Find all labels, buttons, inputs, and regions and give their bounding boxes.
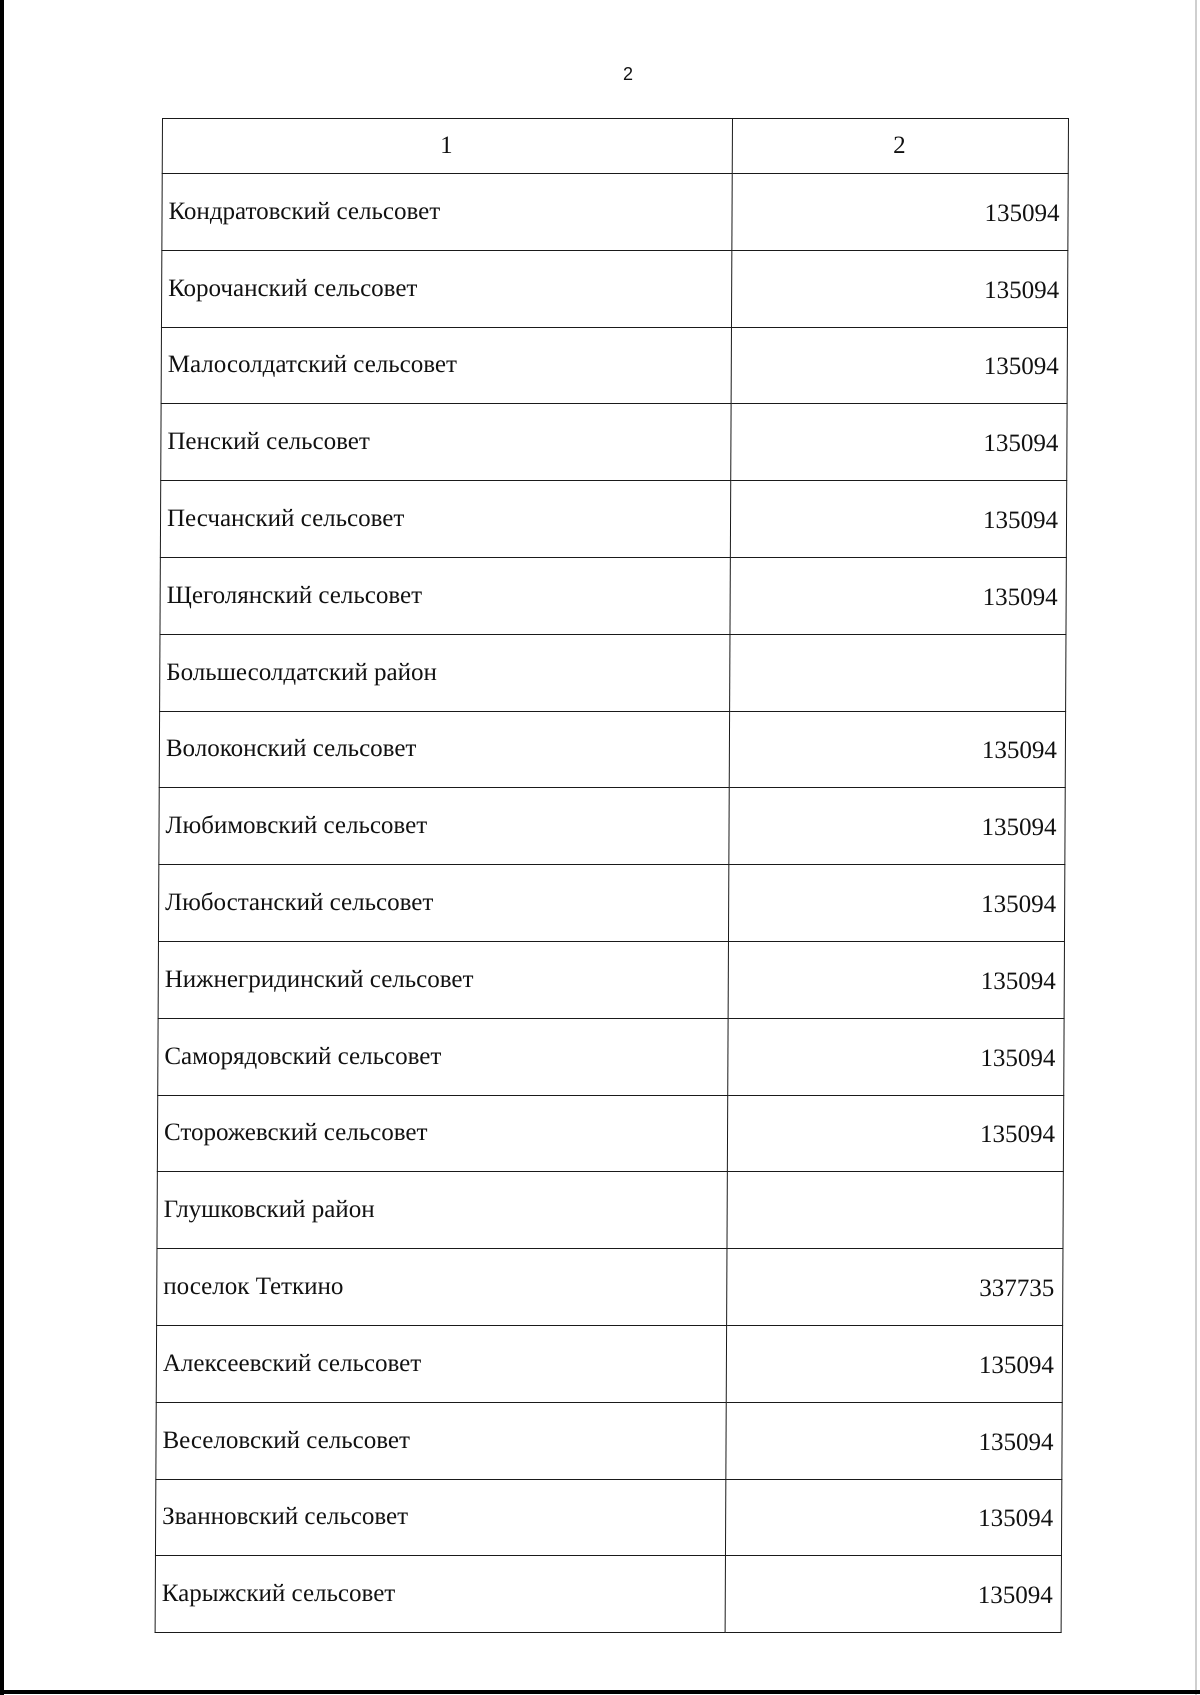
- municipality-name: Щеголянский сельсовет: [160, 557, 730, 634]
- allocation-value: [727, 1172, 1063, 1249]
- allocation-value: 135094: [729, 711, 1065, 788]
- municipality-name: Саморядовский сельсовет: [158, 1018, 728, 1095]
- municipality-name: Большесолдатский район: [160, 634, 730, 711]
- page-number: 2: [622, 64, 633, 84]
- table-row: [158, 865, 1064, 942]
- municipality-name: Алексеевский сельсовет: [156, 1325, 726, 1402]
- allocation-value: 135094: [728, 1018, 1064, 1095]
- municipality-name: Карыжский сельсовет: [155, 1556, 725, 1633]
- municipality-name: поселок Теткино: [157, 1249, 727, 1326]
- column-2-header: 2: [732, 119, 1068, 174]
- allocation-value: 135094: [726, 1325, 1062, 1402]
- scan-left-edge: [0, 0, 4, 1695]
- municipality-name: Пенский сельсовет: [161, 404, 731, 481]
- allocation-value: 135094: [725, 1479, 1061, 1556]
- allocation-value: 135094: [730, 557, 1066, 634]
- table-row: [157, 1095, 1063, 1172]
- table-row: [157, 1172, 1063, 1249]
- table-row: [156, 1402, 1062, 1479]
- allocation-value: 135094: [726, 1402, 1062, 1479]
- scan-right-edge: [1195, 0, 1197, 1695]
- municipality-name: Кондратовский сельсовет: [162, 174, 732, 251]
- table-row: [156, 1325, 1062, 1402]
- table-row: [159, 788, 1065, 865]
- allocation-value: 135094: [728, 941, 1064, 1018]
- table-body: [155, 119, 1068, 1633]
- table-row: [160, 557, 1066, 634]
- allocation-value: 135094: [731, 250, 1067, 327]
- table-header-row: [162, 119, 1068, 174]
- allocation-value: 135094: [729, 788, 1065, 865]
- municipality-name: Малосолдатский сельсовет: [161, 327, 731, 404]
- allocation-value: 135094: [725, 1556, 1061, 1633]
- table-row: [159, 711, 1065, 788]
- municipality-name: Любостанский сельсовет: [158, 865, 728, 942]
- scan-bottom-edge: [0, 1690, 1200, 1694]
- allocation-value: 337735: [727, 1249, 1063, 1326]
- municipality-name: Званновский сельсовет: [155, 1479, 725, 1556]
- allocation-value: 135094: [727, 1095, 1063, 1172]
- table-row: [161, 327, 1067, 404]
- table-row: [160, 634, 1066, 711]
- municipality-name: Веселовский сельсовет: [156, 1402, 726, 1479]
- table-row: [155, 1556, 1061, 1633]
- municipality-name: Песчанский сельсовет: [160, 481, 730, 558]
- column-1-header: 1: [162, 119, 732, 174]
- municipality-name: Сторожевский сельсовет: [157, 1095, 727, 1172]
- allocation-value: [730, 634, 1066, 711]
- municipality-name: Корочанский сельсовет: [161, 250, 731, 327]
- table-row: [155, 1479, 1061, 1556]
- allocation-value: 135094: [731, 404, 1067, 481]
- municipality-name: Глушковский район: [157, 1172, 727, 1249]
- allocation-value: 135094: [730, 481, 1066, 558]
- allocation-value: 135094: [732, 174, 1068, 251]
- table-row: [161, 404, 1067, 481]
- allocation-value: 135094: [731, 327, 1067, 404]
- municipality-name: Нижнегридинский сельсовет: [158, 941, 728, 1018]
- allocation-value: 135094: [728, 865, 1064, 942]
- municipality-name: Любимовский сельсовет: [159, 788, 729, 865]
- table-row: [162, 174, 1068, 251]
- table-row: [157, 1249, 1063, 1326]
- table-row: [161, 250, 1067, 327]
- table-row: [158, 941, 1064, 1018]
- table-row: [160, 481, 1066, 558]
- municipality-name: Волоконский сельсовет: [159, 711, 729, 788]
- allocation-table: [155, 118, 1069, 1633]
- table-row: [158, 1018, 1064, 1095]
